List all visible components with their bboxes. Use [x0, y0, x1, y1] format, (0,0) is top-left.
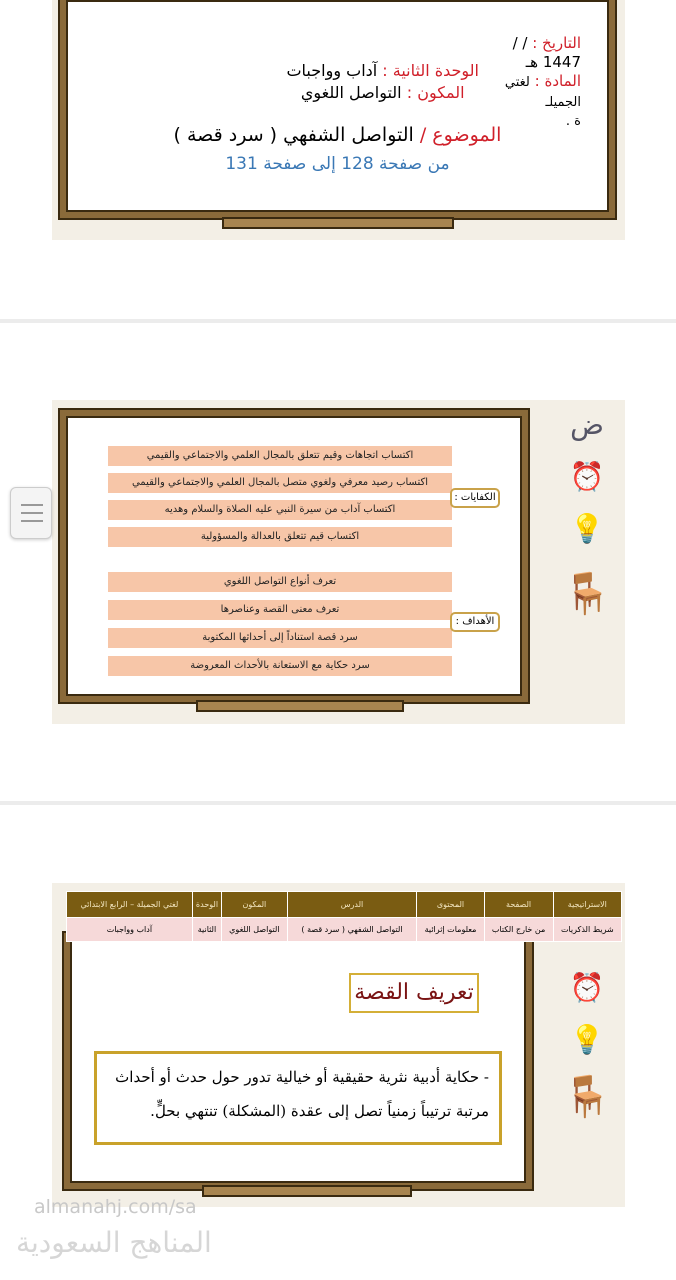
menu-button[interactable] [10, 487, 52, 539]
header-cell: الصفحة [484, 892, 553, 918]
objective-item: سرد قصة استناداً إلى أحداثها المكتوبة [108, 628, 452, 648]
header-cell: لغتي الجميلة – الرابع الابتدائي [67, 892, 193, 918]
definition-text: - حكاية أدبية نثرية حقيقية أو خيالية تدور حول حدث أو أحداث مرتبة ترتيباً زمنياً تصل إلى عقدة (المشكلة) تنتهي بحلٍّ. [94, 1051, 502, 1145]
topic-value: التواصل الشفهي ( سرد قصة ) [173, 124, 414, 146]
subject-label: المادة : [534, 72, 581, 90]
competency-item: اكتساب قيم تتعلق بالعدالة والمسؤولية [108, 527, 452, 547]
slide-2 [52, 400, 625, 724]
competency-item: اكتساب اتجاهات وقيم تتعلق بالمجال العلمي والاجتماعي والقيمي [108, 446, 452, 466]
competency-item: اكتساب آداب من سيرة النبي عليه الصلاة والسلام وهديه [108, 500, 452, 520]
objective-item: تعرف أنواع التواصل اللغوي [108, 572, 452, 592]
header-cell: الاستراتيجية [553, 892, 621, 918]
board-tray [202, 1185, 412, 1197]
date-subject-block [471, 34, 581, 131]
year: 1447 هـ [525, 53, 581, 71]
board-tray [222, 217, 454, 229]
definition-title: تعريف القصة [349, 973, 479, 1013]
cell: الثانية [192, 918, 221, 942]
board-tray [196, 700, 404, 712]
component-value: التواصل اللغوي [300, 83, 402, 102]
subject-cont: ة . [565, 114, 581, 129]
unit-value: آداب وواجبات [286, 61, 378, 80]
cell: التواصل الشفهي ( سرد قصة ) [287, 918, 417, 942]
header-cell: الوحدة [192, 892, 221, 918]
watermark-brand: المناهج السعودية [16, 1226, 212, 1259]
divider [0, 801, 676, 805]
unit-label: الوحدة الثانية : [382, 61, 479, 80]
alarm-clock-icon: ⏰ [569, 971, 605, 1004]
hamburger-icon [21, 504, 43, 522]
date-value: / / [512, 34, 528, 52]
objective-item: سرد حكاية مع الاستعانة بالأحداث المعروضة [108, 656, 452, 676]
header-cell: المكون [222, 892, 287, 918]
letter-decoration: ض [570, 408, 604, 441]
pages-range: من صفحة 128 إلى صفحة 131 [225, 154, 450, 174]
slide-3 [52, 883, 625, 1207]
board [60, 410, 528, 702]
competency-item: اكتساب رصيد معرفي ولغوي متصل بالمجال العلمي والاجتماعي والقيمي [108, 473, 452, 493]
lightbulb-icon: 💡 [569, 1023, 605, 1056]
cell: آداب وواجبات [67, 918, 193, 942]
cell: شريط الذكريات [553, 918, 621, 942]
objectives-label: الأهداف : [450, 612, 500, 632]
lightbulb-icon: 💡 [569, 512, 605, 545]
watermark-url: almanahj.com/sa [34, 1196, 197, 1218]
table-row [67, 918, 622, 942]
topic [66, 124, 609, 146]
lesson-info-table [66, 891, 622, 942]
desk-icon: 🪑 [562, 571, 612, 617]
date-label: التاريخ : [532, 34, 581, 52]
slide-1 [52, 0, 625, 240]
divider [0, 319, 676, 323]
cell: التواصل اللغوي [222, 918, 287, 942]
cell: من خارج الكتاب [484, 918, 553, 942]
unit-block [286, 60, 479, 104]
header-cell: الدرس [287, 892, 417, 918]
board [60, 0, 615, 218]
subject-value: لغتي الجميلـ [504, 75, 581, 110]
cell: معلومات إثرائية [417, 918, 484, 942]
objective-item: تعرف معنى القصة وعناصرها [108, 600, 452, 620]
desk-icon: 🪑 [562, 1074, 612, 1120]
header-cell: المحتوى [417, 892, 484, 918]
component-label: المكون : [406, 83, 465, 102]
competencies-label: الكفايات : [450, 488, 500, 508]
alarm-clock-icon: ⏰ [569, 460, 605, 493]
topic-label: الموضوع / [419, 124, 502, 146]
